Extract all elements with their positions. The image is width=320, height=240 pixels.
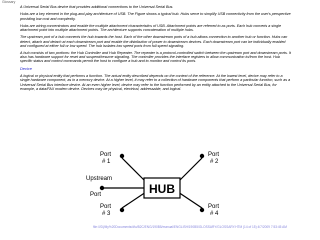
port1-label: Port [100,152,112,158]
port4-node [200,208,204,212]
port1-number: # 1 [102,159,111,165]
port3-number: # 3 [102,211,111,217]
port1-node [120,154,124,158]
upstream-node [100,186,104,190]
device-heading: Device [20,65,32,71]
upstream-label: Upstream [86,176,113,182]
hub-paragraph-plug-and-play: Hubs are a key element in the plug-and-play architecture of USB. The Figure shows a typical hub. Hubs serve to simplify USB connectivity from the user's perspective providing low cost and complexity. [20,12,291,21]
link-port2 [178,158,202,182]
footer-file-path[interactable]: file:///D|/My%20Documents/dfu/B2C/ENG/190B5/manual/ENGLISH/190B5/GLOSSARY/GLOSSARY.HTM (14 of 15) 4/7/2009 7:53:45 AM [93,225,287,229]
port4-label: Port [208,204,220,210]
page-footer [93,225,287,229]
glossary-content [20,5,292,94]
port2-label: Port [208,152,220,158]
top-nav-label[interactable]: Glossary [2,0,16,4]
port2-number: # 2 [210,159,219,165]
port3-label: Port [100,204,112,210]
upstream-port-label: Port [90,192,102,198]
hub-paragraph-wiring: Hubs are wiring concentrators and enable the multiple attachment characteristics of USB. Attachment points are referred to as ports. Each hub converts a single attachment point into multiple attachment points. The architecture supports concatenation of multiple hubs. [20,23,281,32]
link-port4 [178,192,202,208]
hub-paragraph-controller: A hub consists of two portions: the Hub Controller and Hub Repeater. The repeater is a protocol-controlled switch between the upstream port and downstream ports. It also has hardware support for reset and suspend/resume signaling. The controller provides the interface registers to allow communication to/from the host. Hub specific status and control commands permit the host to configure a hub and to monitor and control its ports. [20,51,291,64]
hub-diagram [86,148,236,220]
port2-node [200,154,204,158]
link-port1 [122,158,146,182]
device-definition-text: A logical or physical entity that performs a function. The actual entity described depends on the context of the reference. At the lowest level, device may refer to a single hardware component, as in a memory device. At a higher level, it may refer to a collection of hardware components that perform a particular function, such as a Universal Serial Bus interface device. At an even higher level, device may refer to the function performed by an entity attached to the Universal Serial Bus, for example, a data/FAX modem device. Devices may be physical, electrical, addressable, and logical. [20,74,291,91]
hub-paragraph-upstream: The upstream port of a hub connects the hub towards the host. Each of the other downstream ports of a hub allows connection to another hub or function. Hubs can detect, attach and detach at each downstream port and enable the distribution of power to downstream devices. Each downstream port can be individually enabled and configured at either full or low speed. The hub isolates low speed ports from full speed signaling. [20,35,288,48]
hub-label: HUB [149,182,175,196]
hub-definition-text: A Universal Serial Bus device that provides additional connections to the Universal Serial Bus. [20,5,174,9]
link-port3 [122,192,146,208]
port3-node [120,208,124,212]
port4-number: # 4 [210,211,219,217]
